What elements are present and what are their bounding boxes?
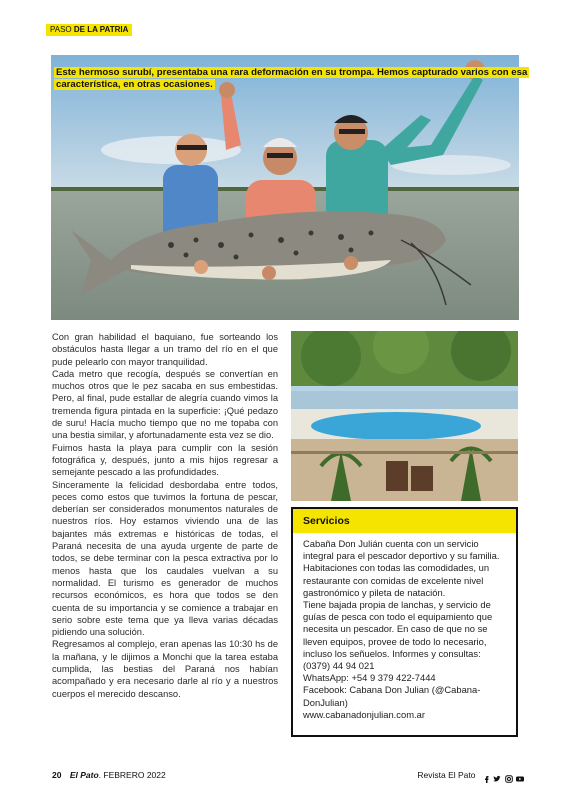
services-paragraph: Cabaña Don Julián cuenta con un servicio integral para el pescador deportivo y su familia. Habitaciones con todas las comodidades, un restaurante con comidas de excelente nivel gastronómico y pileta de natación.: [303, 538, 500, 598]
body-paragraph: Regresamos al complejo, eran apenas las 10:30 hs de la mañana, y le dijimos a Monchi que la tarea estaba cumplida, las bestias del Paraná nos habían acompañado y era necesario darle al río y a nuestros cuerpos el merecido descanso.: [52, 639, 278, 699]
section-name: DE LA PATRIA: [73, 25, 129, 34]
twitter-icon[interactable]: [493, 773, 501, 781]
services-title: Servicios: [293, 509, 516, 533]
photo-caption: Este hermoso surubí, presentaba una rara deformación en su trompa. Hemos capturado varios con esa característica, en otras ocasiones.: [56, 67, 528, 90]
footer-right: [417, 768, 524, 783]
facebook-icon[interactable]: [482, 773, 490, 781]
article-body: [52, 331, 278, 700]
body-paragraph: Cada metro que recogía, después se convertían en muchos otros que le pez sacaba en sus embestidas. Pero, al final, pude estallar de alegría cuando vimos la tremenda figura pintada en la superficie: ¡Qué pedazo de suru! Hacía mucho tiempo que no me topaba con una bestia similar, y afortunadamente esta vez se dio.: [52, 368, 278, 441]
section-tag: [46, 24, 132, 36]
magazine-name: Revista El Pato: [417, 770, 476, 780]
social-icons: [481, 769, 524, 783]
services-whatsapp: WhatsApp: +54 9 379 422-7444: [303, 672, 436, 684]
issue-date: . FEBRERO 2022: [98, 770, 166, 780]
pool-photo: [291, 331, 518, 501]
services-body: [293, 533, 516, 721]
body-paragraph: Fuimos hasta la playa para cumplir con la sesión fotográfica y, después, junto a mis hijos regresar a semejante pescado a las profundidades.: [52, 442, 278, 478]
services-facebook: Facebook: Cabana Don Julian (@Cabana-DonJulian): [303, 684, 481, 708]
section-prefix: PASO: [50, 25, 74, 34]
body-paragraph: Sinceramente la felicidad desbordaba entre todos, peces como estos que tuvimos la fortuna de pescar, deberían ser considerados monumentos naturales de nuestros ríos. Hoy estamos viviendo una de las bajantes más extremas e históricas de todas, el Paraná necesita de una ayuda urgente de parte de todos, se debe terminar con la pesca extractiva por lo menos hasta que los caudales vuelvan a su normalidad. El turismo es generador de muchos recursos económicos, es hora que todos se den cuenta de su importancia y se comience a trabajar en serio sobre este tema que ya lleva varias décadas pidiendo una solución.: [52, 479, 278, 638]
youtube-icon[interactable]: [516, 773, 524, 781]
body-paragraph: Con gran habilidad el baquiano, fue sorteando los obstáculos hasta llegar a un tramo del río en el que pude pelearlo con mayor tranquilidad.: [52, 332, 278, 367]
services-box: [291, 507, 518, 737]
page-number: 20: [52, 770, 62, 780]
footer-left: [52, 768, 166, 782]
services-paragraph: Tiene bajada propia de lanchas, y servicio de guías de pesca con todo el equipamiento que necesita un pescador. En caso de que no se lleven equipos, provee de todo lo necesario, incluso los señuelos. Informes y consultas:: [303, 599, 493, 659]
services-phone: (0379) 44 94 021: [303, 660, 375, 672]
instagram-icon[interactable]: [505, 773, 513, 781]
services-website[interactable]: www.cabanadonjulian.com.ar: [303, 708, 425, 720]
hero-photo: [51, 55, 519, 320]
brand-logo: El Pato: [69, 770, 99, 780]
footer: [52, 768, 524, 782]
